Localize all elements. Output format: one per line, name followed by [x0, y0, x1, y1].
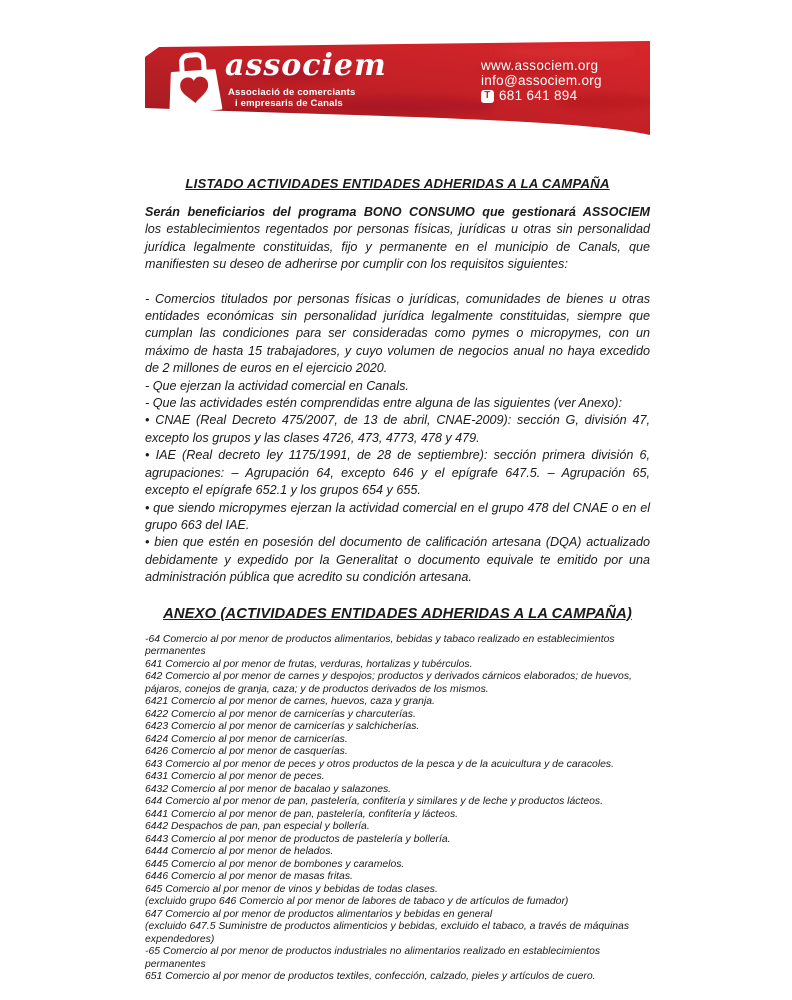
- anexo-item: -64 Comercio al por menor de productos alimentarios, bebidas y tabaco realizado en establecimientos permanentes: [145, 633, 615, 658]
- anexo-item: 6431 Comercio al por menor de peces.: [145, 771, 325, 783]
- requirement-item: • que siendo micropymes ejerzan la actividad comercial en el grupo 478 del CNAE o en el grupo 663 del IAE.: [145, 500, 650, 532]
- anexo-item: 641 Comercio al por menor de frutas, verduras, hortalizas y tubérculos.: [145, 658, 473, 670]
- anexo-item: 644 Comercio al por menor de pan, pastelería, confitería y similares y de leche y productos lácteos.: [145, 796, 603, 808]
- anexo-item: 6422 Comercio al por menor de carnicerías y charcuterías.: [145, 708, 416, 720]
- anexo-item: 643 Comercio al por menor de peces y otros productos de la pesca y de la acuicultura y de caracoles.: [145, 758, 614, 770]
- anexo-item: 642 Comercio al por menor de carnes y despojos; productos y derivados cárnicos elaborados; de huevos, pájaros, conejos de granja, caza; y de productos derivados de los mismos.: [145, 671, 632, 695]
- anexo-list: [145, 634, 650, 984]
- anexo-item: 6445 Comercio al por menor de bombones y caramelos.: [145, 858, 405, 870]
- brand-name: associem: [225, 48, 387, 83]
- contact-phone-row: [481, 89, 602, 104]
- brand-tagline: [228, 88, 356, 109]
- requirement-item: • CNAE (Real Decreto 475/2007, de 13 de abril, CNAE-2009): sección G, división 47, excepto los grupos y las clases 4726, 473, 4773, 478 y 479.: [145, 413, 650, 445]
- brand-tagline-line2: i empresaris de Canals: [235, 97, 343, 109]
- anexo-item: 6442 Despachos de pan, pan especial y bollería.: [145, 821, 370, 833]
- requirement-item: - Que las actividades estén comprendidas entre alguna de las siguientes (ver Anexo):: [145, 396, 622, 411]
- anexo-item: 6444 Comercio al por menor de helados.: [145, 846, 334, 858]
- contact-website: www.associem.org: [481, 58, 599, 73]
- anexo-item: 6432 Comercio al por menor de bacalao y salazones.: [145, 783, 392, 795]
- anexo-item: 6421 Comercio al por menor de carnes, huevos, caza y granja.: [145, 696, 435, 708]
- anexo-item: -65 Comercio al por menor de productos industriales no alimentarios realizado en establecimientos permanentes: [145, 946, 601, 970]
- anexo-item: (excluido grupo 646 Comercio al por menor de labores de tabaco y de artículos de fumador): [145, 896, 569, 908]
- page-title: LISTADO ACTIVIDADES ENTIDADES ADHERIDAS A LA CAMPAÑA: [185, 176, 610, 191]
- anexo-item: 6424 Comercio al por menor de carnicerías.: [145, 733, 348, 745]
- anexo-item: 651 Comercio al por menor de productos textiles, confección, calzado, pieles y artículos de cuero.: [145, 971, 596, 983]
- anexo-item: 645 Comercio al por menor de vinos y bebidas de todas clases.: [145, 883, 438, 895]
- brand-tagline-line1: Associació de comerciants: [228, 87, 356, 98]
- anexo-item: 6423 Comercio al por menor de carnicerías y salchicherías.: [145, 721, 420, 733]
- anexo-item: 6446 Comercio al por menor de masas fritas.: [145, 871, 353, 883]
- requirements-list: [145, 291, 650, 587]
- contact-email: info@associem.org: [481, 72, 602, 88]
- requirement-item: - Comercios titulados por personas físicas o jurídicas, comunidades de bienes u otras entidades económicas sin personalidad jurídica legalmente constituidas, siempre que cumplan las condiciones para ser consideradas como pymes o micropymes, con un máximo de hasta 15 trabajadores, y cuyo volumen de negocios anual no haya excedido de 2 millones de euros en el ejercicio 2020.: [145, 291, 650, 376]
- anexo-item: (excluido 647.5 Suministre de productos alimenticios y bebidas, excluido el tabaco, a través de máquinas expendedores): [145, 921, 630, 945]
- intro-lead: Serán beneficiarios del programa BONO CONSUMO que gestionará ASSOCIEM: [145, 205, 650, 219]
- contact-phone-number: 681 641 894: [499, 88, 578, 103]
- anexo-item: 6443 Comercio al por menor de productos de pastelería y bollería.: [145, 833, 451, 845]
- requirement-item: - Que ejerzan la actividad comercial en Canals.: [145, 378, 409, 393]
- requirement-item: • IAE (Real decreto ley 1175/1991, de 28 de septiembre): sección primera división 6, agrupaciones: – Agrupación 64, excepto 646 y el epígrafe 647.5. – Agrupación 65, excepto el epígrafe 652.1 y los grupos 654 y 655.: [145, 448, 650, 498]
- intro-text: los establecimientos regentados por personas físicas, jurídicas u otras sin personalidad jurídica legalmente constituidas, fijo y permanente en el municipio de Canals, que manifiesten su deseo de adherirse por cumplir con los requisitos siguientes:: [145, 222, 650, 272]
- header-banner: [145, 40, 650, 140]
- shopping-bag-heart-icon: [165, 52, 223, 114]
- anexo-item: 6441 Comercio al por menor de pan, pastelería, confitería y lácteos.: [145, 808, 459, 820]
- phone-icon: T: [481, 90, 494, 103]
- anexo-item: 647 Comercio al por menor de productos alimentarios y bebidas en general: [145, 908, 493, 920]
- anexo-item: 6426 Comercio al por menor de casquerías.: [145, 746, 348, 758]
- requirement-item: • bien que estén en posesión del documento de calificación artesana (DQA) actualizado debidamente y expedido por la Generalitat o documento equivale te emitido por una administración pública que acredito su condición artesana.: [145, 535, 650, 585]
- document-content: [145, 176, 650, 984]
- anexo-title: ANEXO (ACTIVIDADES ENTIDADES ADHERIDAS A LA CAMPAÑA): [163, 605, 632, 622]
- contact-block: [481, 59, 602, 104]
